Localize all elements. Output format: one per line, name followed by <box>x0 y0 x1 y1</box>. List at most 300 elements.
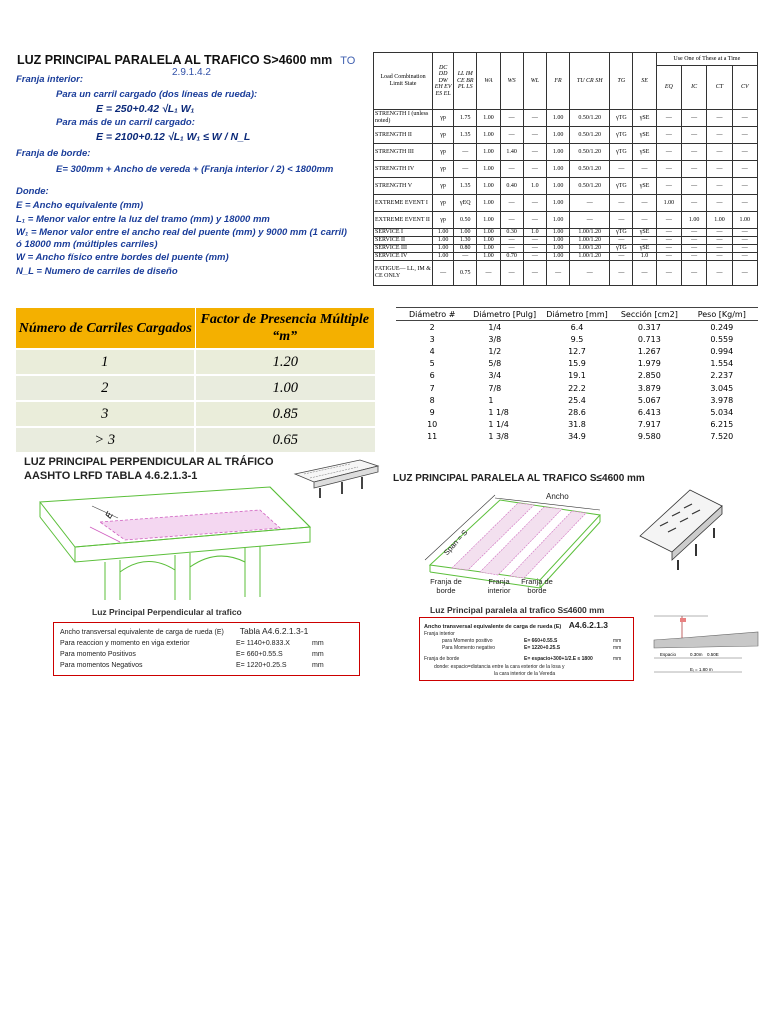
load-factor-cell: — <box>523 161 546 178</box>
bar-cell: 1/2 <box>488 346 502 356</box>
sec-050e-label: 0.50E <box>707 652 719 657</box>
load-factor-cell: 1.00 <box>681 212 706 229</box>
bar-cell: 9.580 <box>637 432 661 442</box>
load-factor-cell: — <box>681 195 706 212</box>
limit-state-name: SERVICE II <box>374 237 433 245</box>
bar-cell: 12.7 <box>568 346 586 356</box>
load-factor-cell: — <box>707 253 732 261</box>
load-table-row <box>374 245 758 253</box>
perp-tab-ref: Tabla A4.6.2.1.3-1 <box>239 626 309 636</box>
bar-cell: 5.067 <box>637 395 661 405</box>
load-factor-cell: 1.00 <box>546 245 569 253</box>
load-factor-cell: 1.00 <box>477 178 500 195</box>
par-row-label: para Momento positivo <box>442 638 493 644</box>
lanes-cell: > 3 <box>16 427 196 452</box>
load-factor-cell: — <box>500 110 523 127</box>
bar-cell: 2 <box>429 322 435 332</box>
par-row-formula: E= 660+0.55.S <box>524 638 558 644</box>
load-factor-cell: — <box>707 261 732 286</box>
bar-cell: 5 <box>429 359 435 369</box>
load-factor-cell: 1.75 <box>454 110 477 127</box>
bar-cell: 5/8 <box>488 359 502 369</box>
load-factor-cell: γTG <box>610 229 633 237</box>
bar-cell: 0.249 <box>710 322 734 332</box>
load-factor-cell: 1.00/1.20 <box>570 237 610 245</box>
load-factor-cell: γSE <box>633 245 656 253</box>
load-factor-cell: — <box>656 110 681 127</box>
load-factor-cell: 0.30 <box>500 229 523 237</box>
load-factor-cell: — <box>707 127 732 144</box>
bar-row <box>396 394 758 406</box>
load-factor-cell: — <box>500 237 523 245</box>
col-fr: FR <box>546 53 569 110</box>
factor-cell: 0.65 <box>195 427 375 452</box>
load-factor-cell: — <box>433 261 454 286</box>
col-ws: WS <box>500 53 523 110</box>
load-factor-cell: 1.0 <box>523 178 546 195</box>
parallel-formula-table <box>419 617 634 681</box>
load-factor-cell: 1.00/1.20 <box>570 229 610 237</box>
load-factor-cell: — <box>570 212 610 229</box>
load-factor-cell: γp <box>433 212 454 229</box>
load-factor-cell: γTG <box>610 245 633 253</box>
load-factor-cell: — <box>500 261 523 286</box>
use-one-header: Use One of These at a Time <box>656 53 757 66</box>
load-factor-cell: — <box>707 161 732 178</box>
load-factor-cell: — <box>707 144 732 161</box>
perp-row-formula: E= 660+0.55.S <box>236 651 283 658</box>
formula-line: Donde: <box>16 186 49 197</box>
bar-cell: 9 <box>429 407 435 417</box>
load-factor-cell: — <box>656 253 681 261</box>
bar-cell: 15.9 <box>568 359 586 369</box>
ancho-label: Ancho <box>546 492 569 501</box>
bar-cell: 1 3/8 <box>488 432 509 442</box>
bar-row <box>396 345 758 357</box>
bar-cell: 3.045 <box>710 383 734 393</box>
bar-cell: 1.979 <box>637 359 661 369</box>
lanes-header: Número de Carriles Cargados <box>16 308 196 350</box>
load-table-body <box>374 110 758 286</box>
par-row-label: donde: espacio=distancia entre la cara exterior de la losa y <box>434 664 565 670</box>
bar-section-header: Sección [cm2] <box>613 308 685 321</box>
load-factor-cell: — <box>610 161 633 178</box>
factor-header: Factor de Presencia Múltiple “m” <box>195 308 375 350</box>
load-factor-cell: 1.35 <box>454 178 477 195</box>
load-factor-cell: — <box>681 161 706 178</box>
franja-borde-right: Franja de borde <box>521 577 553 595</box>
load-factor-cell: 1.00 <box>656 195 681 212</box>
bar-cell: 34.9 <box>568 432 586 442</box>
load-factor-cell: 0.50/1.20 <box>570 127 610 144</box>
load-factor-cell: — <box>732 229 757 237</box>
load-factor-cell: — <box>500 195 523 212</box>
perp-row-label: Para momento Positivos <box>60 651 136 658</box>
load-factor-cell: — <box>500 161 523 178</box>
load-table-row <box>374 178 758 195</box>
limit-state-name: SERVICE I <box>374 229 433 237</box>
bar-cell: 10 <box>427 420 438 430</box>
load-factor-cell: — <box>477 261 500 286</box>
load-factor-cell: γTG <box>610 127 633 144</box>
load-factor-cell: — <box>633 195 656 212</box>
bar-row <box>396 333 758 345</box>
load-factor-cell: — <box>681 178 706 195</box>
load-factor-cell: — <box>610 212 633 229</box>
formula-line: E = 2100+0.12 √L₁ W₁ ≤ W / N_L <box>96 131 251 143</box>
limit-state-name: STRENGTH II <box>374 127 433 144</box>
formula-line: Para un carril cargado (dos líneas de rueda): <box>56 89 258 100</box>
lanes-cell: 2 <box>16 375 196 401</box>
bar-cell: 9.5 <box>570 334 584 344</box>
bar-cell: 1.267 <box>637 346 661 356</box>
formula-line: Para más de un carril cargado: <box>56 117 195 128</box>
formulas-block <box>12 46 362 306</box>
load-factor-cell: — <box>681 144 706 161</box>
load-factor-cell: — <box>732 253 757 261</box>
bar-cell: 6.4 <box>570 322 584 332</box>
load-factor-cell: 1.00 <box>546 237 569 245</box>
bar-cell: 2.850 <box>637 371 661 381</box>
espacio-label: Espacio <box>660 652 677 657</box>
load-factor-cell: 1.00 <box>732 212 757 229</box>
load-factor-cell: 1.00 <box>546 127 569 144</box>
bar-cell: 3/8 <box>488 334 502 344</box>
load-factor-cell: γSE <box>633 178 656 195</box>
load-factor-cell: 1.00 <box>433 229 454 237</box>
parallel-title: LUZ PRINCIPAL PARALELA AL TRAFICO S≤4600 mm <box>393 473 645 484</box>
load-factor-cell: — <box>656 237 681 245</box>
bar-cell: 31.8 <box>568 420 586 430</box>
load-factor-cell: — <box>707 195 732 212</box>
limit-state-name: SERVICE III <box>374 245 433 253</box>
perp-row-unit: mm <box>312 662 324 669</box>
bar-cell: 0.994 <box>710 346 734 356</box>
load-factor-cell: 1.00 <box>477 253 500 261</box>
load-factor-cell: — <box>732 195 757 212</box>
col-eq: EQ <box>656 66 681 110</box>
load-factor-cell: — <box>523 127 546 144</box>
presence-table-body <box>16 349 375 452</box>
franja-interior: Franja interior <box>487 577 511 595</box>
load-factor-cell: — <box>707 237 732 245</box>
load-factor-cell: γSE <box>633 229 656 237</box>
load-table-row <box>374 261 758 286</box>
factor-cell: 0.85 <box>195 401 375 427</box>
formulas-title-text: LUZ PRINCIPAL PARALELA AL TRAFICO S>4600 mm <box>17 53 333 67</box>
col-se: SE <box>633 53 656 110</box>
parallel-caption: Luz Principal paralela al trafico S≤4600 mm <box>430 605 605 615</box>
bar-cell: 3 <box>429 334 435 344</box>
par-row-unit: mm <box>613 638 622 644</box>
bar-table-body <box>396 321 758 443</box>
bar-cell: 0.559 <box>710 334 734 344</box>
limit-state-name: STRENGTH V <box>374 178 433 195</box>
load-factor-cell: 1.00 <box>477 127 500 144</box>
load-table-row <box>374 110 758 127</box>
bar-cell: 7 <box>429 383 435 393</box>
limit-state-name: SERVICE IV <box>374 253 433 261</box>
load-factor-cell: — <box>610 253 633 261</box>
load-factor-cell: — <box>633 212 656 229</box>
load-factor-cell: — <box>732 144 757 161</box>
load-table-row <box>374 212 758 229</box>
load-factor-cell: — <box>500 245 523 253</box>
load-factor-cell: 1.0 <box>523 229 546 237</box>
load-factor-cell: — <box>610 261 633 286</box>
load-factor-cell: — <box>570 195 610 212</box>
load-factor-cell: 1.0 <box>633 253 656 261</box>
bar-cell: 1 1/4 <box>488 420 509 430</box>
load-factor-cell: 0.70 <box>500 253 523 261</box>
load-factor-cell: γp <box>433 161 454 178</box>
load-factor-cell: 0.80 <box>454 245 477 253</box>
bar-mm-header: Diámetro [mm] <box>541 308 613 321</box>
formula-line: Franja interior: <box>16 74 84 85</box>
load-factor-cell: — <box>656 178 681 195</box>
bar-row <box>396 431 758 443</box>
load-factor-cell: — <box>523 253 546 261</box>
formulas-title-stray: TO <box>340 55 356 67</box>
perp-row-label: Para momentos Negativos <box>60 662 143 669</box>
load-factor-cell: — <box>656 161 681 178</box>
load-factor-cell: 1.00 <box>477 195 500 212</box>
bar-cell: 1 1/8 <box>488 407 509 417</box>
limit-state-name: STRENGTH III <box>374 144 433 161</box>
load-factor-cell: — <box>454 253 477 261</box>
sec-030-label: 0.30m <box>690 652 703 657</box>
load-factor-cell: 0.50/1.20 <box>570 110 610 127</box>
load-factor-cell: — <box>681 261 706 286</box>
bar-table <box>396 307 758 443</box>
bar-weight-header: Peso [Kg/m] <box>686 308 758 321</box>
load-factor-cell: 1.00 <box>433 253 454 261</box>
bar-cell: 6.413 <box>637 407 661 417</box>
bar-cell: 28.6 <box>568 407 586 417</box>
e-label-perpendicular: E <box>103 509 115 521</box>
load-factor-cell: — <box>732 178 757 195</box>
load-factor-cell: — <box>610 195 633 212</box>
bar-cell: 6.215 <box>710 420 734 430</box>
load-factor-cell: 1.00 <box>546 161 569 178</box>
load-factor-cell: 0.50/1.20 <box>570 144 610 161</box>
load-factor-cell: 0.75 <box>454 261 477 286</box>
bar-inch-header: Diámetro [Pulg] <box>468 308 540 321</box>
load-table-row <box>374 144 758 161</box>
load-factor-cell: — <box>500 127 523 144</box>
bar-row <box>396 370 758 382</box>
load-factor-cell: 1.00 <box>477 237 500 245</box>
load-table <box>373 52 758 286</box>
bar-cell: 0.713 <box>637 334 661 344</box>
load-factor-cell: 1.00 <box>707 212 732 229</box>
perpendicular-title-2: AASHTO LRFD TABLA 4.6.2.1.3-1 <box>24 470 198 482</box>
bar-cell: 3.879 <box>637 383 661 393</box>
load-factor-cell: — <box>546 261 569 286</box>
load-factor-cell: 1.00 <box>546 110 569 127</box>
col-ic: IC <box>681 66 706 110</box>
formula-line: E = 250+0.42 √L₁ W₁ <box>96 103 195 115</box>
col-wl: WL <box>523 53 546 110</box>
load-factor-cell: γTG <box>610 144 633 161</box>
load-factor-cell: — <box>523 261 546 286</box>
load-factor-cell: 1.00 <box>546 144 569 161</box>
ei-label: Eᵢ = 1.80 m <box>690 667 713 672</box>
presence-table <box>15 307 375 452</box>
bar-cell: 8 <box>429 395 435 405</box>
load-factor-cell: γp <box>433 178 454 195</box>
load-factor-cell: 1.00 <box>477 229 500 237</box>
par-row-label: Franja de borde <box>424 656 460 662</box>
par-row-label: Para Momento negativo <box>442 645 496 651</box>
load-factor-cell: 1.30 <box>454 237 477 245</box>
bridge-perpendicular-drawing <box>30 482 330 602</box>
formula-line: E= 300mm + Ancho de vereda + (Franja interior / 2) < 1800mm <box>56 164 334 175</box>
load-factor-cell: 1.00 <box>433 237 454 245</box>
load-factor-cell: — <box>633 261 656 286</box>
ll-header: LL IM CE BR PL LS <box>454 53 477 110</box>
load-table-row <box>374 237 758 245</box>
formula-line: E = Ancho equivalente (mm) <box>16 200 144 211</box>
load-factor-cell: γSE <box>633 110 656 127</box>
load-table-row <box>374 253 758 261</box>
limit-state-name: EXTREME EVENT II <box>374 212 433 229</box>
load-factor-cell: — <box>656 245 681 253</box>
formula-line: W = Ancho físico entre bordes del puente (mm) <box>16 252 229 263</box>
load-factor-cell: 0.50/1.20 <box>570 161 610 178</box>
col-tg: TG <box>610 53 633 110</box>
load-factor-cell: — <box>732 161 757 178</box>
presence-row <box>16 375 375 401</box>
load-factor-cell: — <box>707 245 732 253</box>
perpendicular-caption: Luz Principal Perpendicular al trafico <box>92 607 242 617</box>
span-label: Span = S <box>441 527 470 558</box>
load-factor-cell: — <box>681 110 706 127</box>
presence-row <box>16 427 375 452</box>
load-factor-cell: γp <box>433 144 454 161</box>
col-wa: WA <box>477 53 500 110</box>
bar-row <box>396 419 758 431</box>
load-factor-cell: — <box>610 237 633 245</box>
bar-number-header: Diámetro # <box>396 308 468 321</box>
load-factor-cell: 1.00 <box>477 110 500 127</box>
perp-row-label: Para reaccion y momento en viga exterior <box>60 640 190 647</box>
bar-cell: 22.2 <box>568 383 586 393</box>
limit-state-name: FATIGUE— LL, IM & CE ONLY <box>374 261 433 286</box>
load-table-row <box>374 127 758 144</box>
formula-line: W₁ = Menor valor entre el ancho real del puente (mm) y 9000 mm (1 carril) <box>16 227 347 238</box>
load-factor-cell: — <box>656 144 681 161</box>
presence-row <box>16 349 375 375</box>
perp-tab-header <box>60 626 308 636</box>
load-factor-cell: — <box>732 261 757 286</box>
load-factor-cell: — <box>633 161 656 178</box>
load-factor-cell: 1.00/1.20 <box>570 253 610 261</box>
load-factor-cell: γp <box>433 195 454 212</box>
load-table-row <box>374 161 758 178</box>
load-factor-cell: 1.00 <box>477 245 500 253</box>
bar-cell: 3/4 <box>488 371 502 381</box>
perpendicular-title-1: LUZ PRINCIPAL PERPENDICULAR AL TRÁFICO <box>24 456 274 468</box>
load-factor-cell: γTG <box>610 178 633 195</box>
bar-cell: 0.317 <box>637 322 661 332</box>
load-factor-cell: 1.35 <box>454 127 477 144</box>
limit-state-name: STRENGTH I (unless noted) <box>374 110 433 127</box>
par-tab-header <box>424 620 608 630</box>
load-factor-cell: — <box>656 229 681 237</box>
load-factor-cell: 0.40 <box>500 178 523 195</box>
par-row-formula: E= espacio+300+1/2.E ≤ 1800 <box>524 656 593 662</box>
load-factor-cell: 1.00 <box>477 161 500 178</box>
load-factor-cell: — <box>681 237 706 245</box>
presence-factor-table <box>15 307 375 448</box>
load-factor-cell: — <box>732 245 757 253</box>
perp-row-formula: E= 1220+0.25.S <box>236 662 287 669</box>
deck-sketch-parallel <box>630 486 730 574</box>
formula-line: L₁ = Menor valor entre la luz del tramo (mm) y 18000 mm <box>16 214 270 225</box>
load-factor-cell: — <box>500 212 523 229</box>
load-factor-cell: 1.00 <box>433 245 454 253</box>
par-tab-header-text: Ancho transversal equivalente de carga de rueda (E) <box>424 624 562 630</box>
factor-cell: 1.00 <box>195 375 375 401</box>
load-table-row <box>374 195 758 212</box>
load-factor-cell: — <box>570 261 610 286</box>
col-cv: CV <box>732 66 757 110</box>
bar-cell: 4 <box>429 346 435 356</box>
formula-line: ó 18000 mm (múltiples carriles) <box>16 239 158 250</box>
formula-line: Franja de borde: <box>16 148 91 159</box>
load-factor-cell: — <box>523 245 546 253</box>
bar-cell: 11 <box>427 432 438 442</box>
bar-cell: 1.554 <box>710 359 734 369</box>
bar-cell: 1 <box>488 395 494 405</box>
load-factor-cell: — <box>732 110 757 127</box>
load-factor-cell: — <box>732 237 757 245</box>
load-factor-cell: — <box>707 178 732 195</box>
load-factor-cell: 1.00 <box>477 212 500 229</box>
lanes-cell: 3 <box>16 401 196 427</box>
formula-line: N_L = Numero de carriles de diseño <box>16 266 178 277</box>
par-tab-ref: A4.6.2.1.3 <box>568 620 609 630</box>
load-factor-cell: γEQ <box>454 195 477 212</box>
load-factor-cell: — <box>656 261 681 286</box>
bar-row <box>396 382 758 394</box>
load-factor-cell: — <box>523 195 546 212</box>
load-factor-cell: — <box>681 127 706 144</box>
load-factor-cell: γTG <box>610 110 633 127</box>
par-row-label: Franja interior <box>424 631 455 637</box>
load-factor-cell: — <box>454 161 477 178</box>
load-factor-cell: 1.00 <box>546 212 569 229</box>
load-factor-cell: 1.00 <box>454 229 477 237</box>
bridge-parallel-drawing <box>410 490 615 590</box>
load-factor-cell: — <box>681 229 706 237</box>
factor-cell: 1.20 <box>195 349 375 375</box>
perp-row-unit: mm <box>312 640 324 647</box>
formulas-title <box>17 53 355 67</box>
bar-cell: 5.034 <box>710 407 734 417</box>
load-factor-cell: 0.50/1.20 <box>570 178 610 195</box>
bar-cell: 3.978 <box>710 395 734 405</box>
limit-state-name: EXTREME EVENT I <box>374 195 433 212</box>
load-factor-cell: — <box>523 237 546 245</box>
presence-row <box>16 401 375 427</box>
col-ct: CT <box>707 66 732 110</box>
load-factor-cell: γp <box>433 127 454 144</box>
load-factor-cell: — <box>656 127 681 144</box>
par-row-formula: E= 1220+0.25.S <box>524 645 561 651</box>
lanes-cell: 1 <box>16 349 196 375</box>
